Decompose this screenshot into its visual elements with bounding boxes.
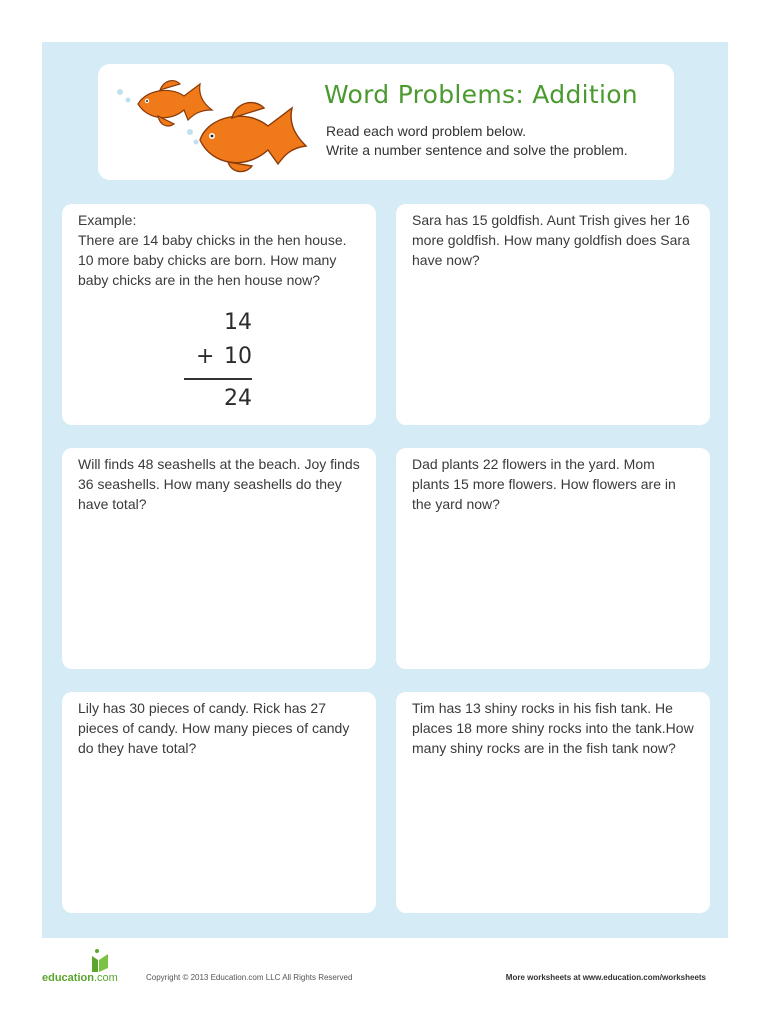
problem-text: Tim has 13 shiny rocks in his fish tank. He places 18 more shiny rocks into the tank.How many shiny rocks are in the fish tank now? — [412, 700, 694, 756]
logo-main-text: education — [42, 972, 94, 984]
sum: 24 — [224, 386, 252, 411]
goldfish-icon — [108, 70, 308, 174]
page-title: Word Problems: Addition — [324, 80, 638, 109]
example-problem-text: There are 14 baby chicks in the hen house. 10 more baby chicks are born. How many baby chicks are in the hen house now? — [78, 232, 347, 288]
plus-sign: + — [196, 344, 215, 369]
footer — [0, 944, 768, 1004]
problem-text: Will finds 48 seashells at the beach. Joy finds 36 seashells. How many seashells do they have total? — [78, 456, 360, 512]
example-label: Example: — [78, 212, 137, 228]
copyright-text: Copyright © 2013 Education.com LLC All Rights Reserved — [146, 973, 353, 982]
instruction-line: Write a number sentence and solve the problem. — [326, 142, 628, 158]
sum-line — [184, 378, 252, 380]
addend-2: 10 — [224, 344, 252, 369]
problem-card-3 — [62, 448, 376, 669]
problem-text: Sara has 15 goldfish. Aunt Trish gives her 16 more goldfish. How many goldfish does Sara have now? — [412, 212, 690, 268]
problem-text: Dad plants 22 flowers in the yard. Mom plants 15 more flowers. How flowers are in the yard now? — [412, 456, 676, 512]
worked-addition — [184, 306, 252, 416]
worksheet-background — [42, 42, 728, 938]
problem-card-example — [62, 204, 376, 425]
problem-text — [78, 210, 360, 290]
problem-text: Lily has 30 pieces of candy. Rick has 27 pieces of candy. How many pieces of candy do they have total? — [78, 700, 350, 756]
instructions — [326, 122, 628, 160]
education-logo — [42, 972, 118, 984]
logo-suffix-text: .com — [93, 972, 118, 984]
addend-1: 14 — [224, 310, 252, 335]
problem-card-5 — [62, 692, 376, 913]
problem-card-6 — [396, 692, 710, 913]
more-worksheets-text: More worksheets at www.education.com/worksheets — [505, 973, 706, 982]
education-logo-icon — [88, 946, 114, 974]
problem-card-4 — [396, 448, 710, 669]
header-panel — [98, 64, 674, 180]
addend-2-row — [184, 340, 252, 374]
instruction-line: Read each word problem below. — [326, 123, 527, 139]
problem-card-2 — [396, 204, 710, 425]
